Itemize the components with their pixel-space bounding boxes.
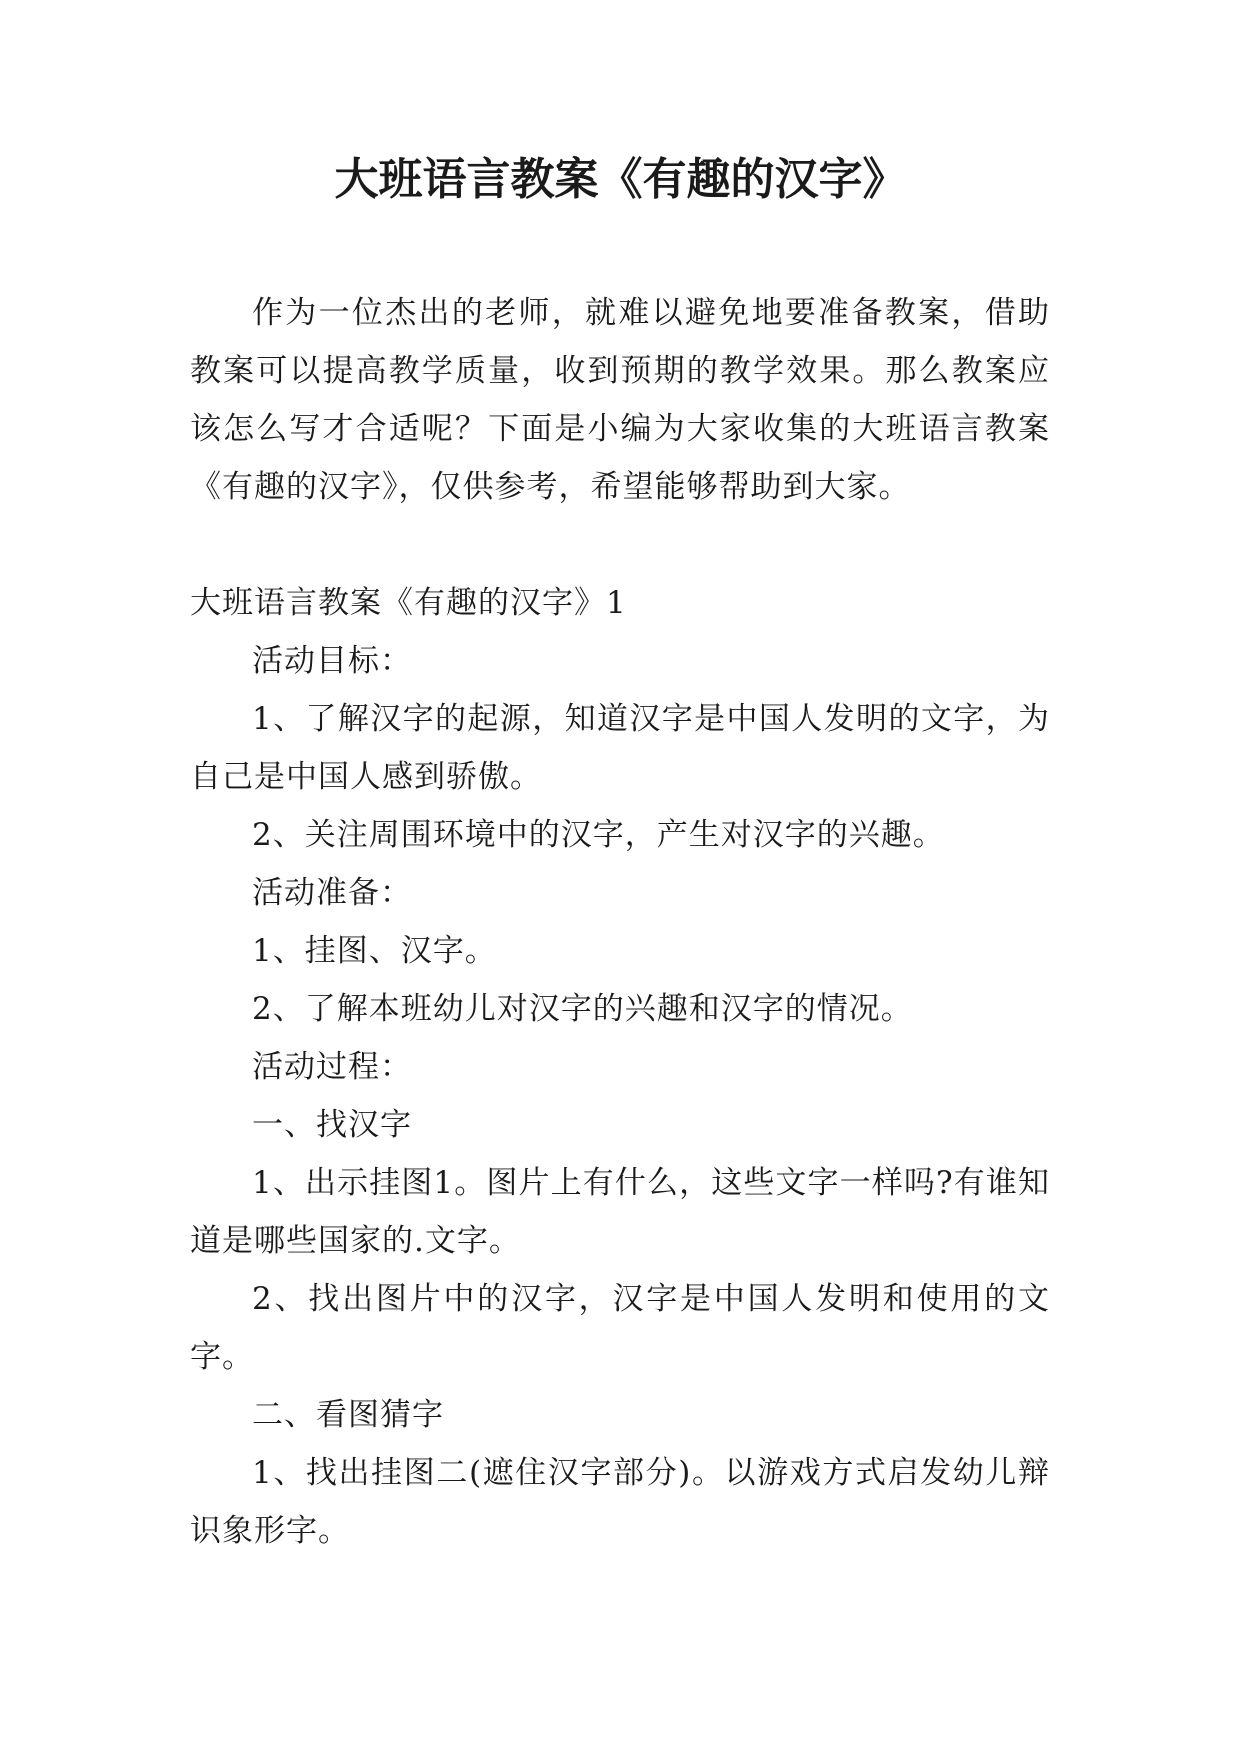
body-paragraph: 活动准备： <box>252 875 412 911</box>
body-paragraph: 二、看图猜字 <box>252 1397 444 1433</box>
document-title: 大班语言教案《有趣的汉字》 <box>334 154 907 205</box>
document-body <box>190 284 1050 1560</box>
body-paragraph: 活动目标： <box>252 643 412 679</box>
body-paragraph: 1、了解汉字的起源，知道汉字是中国人发明的文字，为自己是中国人感到骄傲。 <box>190 701 1050 795</box>
body-paragraph: 1、挂图、汉字。 <box>252 933 497 969</box>
body-paragraph: 2、关注周围环境中的汉字，产生对汉字的兴趣。 <box>252 817 945 853</box>
body-paragraph: 1、找出挂图二(遮住汉字部分)。以游戏方式启发幼儿辩识象形字。 <box>190 1455 1050 1549</box>
intro-paragraph: 作为一位杰出的老师，就难以避免地要准备教案，借助教案可以提高教学质量，收到预期的教学效果。那么教案应该怎么写才合适呢？下面是小编为大家收集的大班语言教案《有趣的汉字》，仅供参考，希望能够帮助到大家。 <box>190 295 1050 505</box>
body-paragraph: 2、找出图片中的汉字，汉字是中国人发明和使用的文字。 <box>190 1281 1050 1375</box>
body-paragraph: 1、出示挂图1。图片上有什么，这些文字一样吗?有谁知道是哪些国家的.文字。 <box>190 1165 1050 1259</box>
body-paragraph: 活动过程： <box>252 1049 412 1085</box>
body-paragraph: 一、找汉字 <box>252 1107 412 1143</box>
body-paragraph: 2、了解本班幼儿对汉字的兴趣和汉字的情况。 <box>252 991 913 1027</box>
section-heading: 大班语言教案《有趣的汉字》1 <box>190 585 627 621</box>
